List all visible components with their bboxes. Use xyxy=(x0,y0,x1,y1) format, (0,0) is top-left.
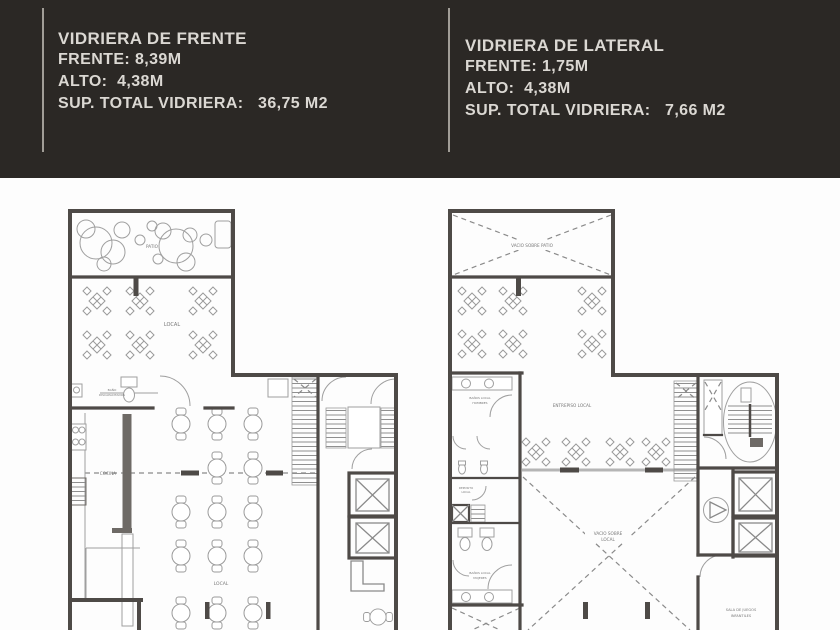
label-banos-h-1: BAÑOS LOCAL xyxy=(469,396,491,400)
right-stairs-ramp xyxy=(674,380,777,481)
left-door-markers xyxy=(134,278,284,619)
label-bano-1: BAÑO xyxy=(107,388,117,392)
left-spec-frente: FRENTE: 8,39M xyxy=(58,51,182,68)
left-stairs xyxy=(268,377,318,485)
label-vacio-patio: VACIO SOBRE PATIO xyxy=(511,243,553,248)
label-sala-1: SALA DE JUEGOS xyxy=(725,608,757,612)
label-deposito-1: DEPOSITO xyxy=(458,486,474,490)
label-local-upper: LOCAL xyxy=(163,322,181,328)
label-deposito-2: LOCAL xyxy=(461,490,471,494)
left-desk xyxy=(351,561,392,625)
right-plan-walls xyxy=(450,211,777,630)
right-spec-frente: FRENTE: 1,75M xyxy=(465,58,589,75)
label-patio: PATIO xyxy=(146,244,158,249)
label-banos-m-1: BAÑOS LOCAL xyxy=(469,571,491,575)
left-plan xyxy=(70,211,396,630)
right-spec-sup: SUP. TOTAL VIDRIERA: 7,66 M2 xyxy=(465,102,726,119)
mens-bathroom xyxy=(452,377,512,474)
label-entrepiso: ENTREPISO LOCAL xyxy=(552,403,592,408)
left-spec-title: VIDRIERA DE FRENTE xyxy=(58,29,247,48)
accessible-bathroom xyxy=(71,376,190,406)
sala-door-arc xyxy=(700,555,722,577)
left-spec-sup: SUP. TOTAL VIDRIERA: 36,75 M2 xyxy=(58,95,328,112)
right-elevators xyxy=(704,472,778,556)
left-elevator-lobby xyxy=(322,377,396,469)
entrepiso-tables xyxy=(522,438,696,470)
left-elevators xyxy=(349,473,396,558)
right-plan xyxy=(450,211,777,630)
right-spec-alto: ALTO: 4,38M xyxy=(465,80,571,97)
label-banos-h-2: HOMBRES xyxy=(472,401,488,405)
label-vacio-local-2: LOCAL xyxy=(601,537,615,542)
void-over-local xyxy=(523,477,695,630)
label-banos-m-2: MUJERES xyxy=(473,576,487,580)
label-bano-2: DISCAPACITADOS xyxy=(98,393,126,397)
left-upper-tables xyxy=(83,287,217,359)
label-local-lower: LOCAL xyxy=(213,582,229,587)
label-sala-2: INFANTILES xyxy=(730,614,752,618)
label-vacio-local-1: VACIO SOBRE xyxy=(593,531,623,536)
left-plan-walls xyxy=(70,211,396,630)
right-spec-title: VIDRIERA DE LATERAL xyxy=(465,36,665,55)
left-spec-alto: ALTO: 4,38M xyxy=(58,73,164,90)
right-upper-tables xyxy=(458,287,606,358)
kitchen xyxy=(71,413,140,626)
label-cocina: COCINA xyxy=(99,471,117,476)
left-lower-tables xyxy=(172,408,262,629)
